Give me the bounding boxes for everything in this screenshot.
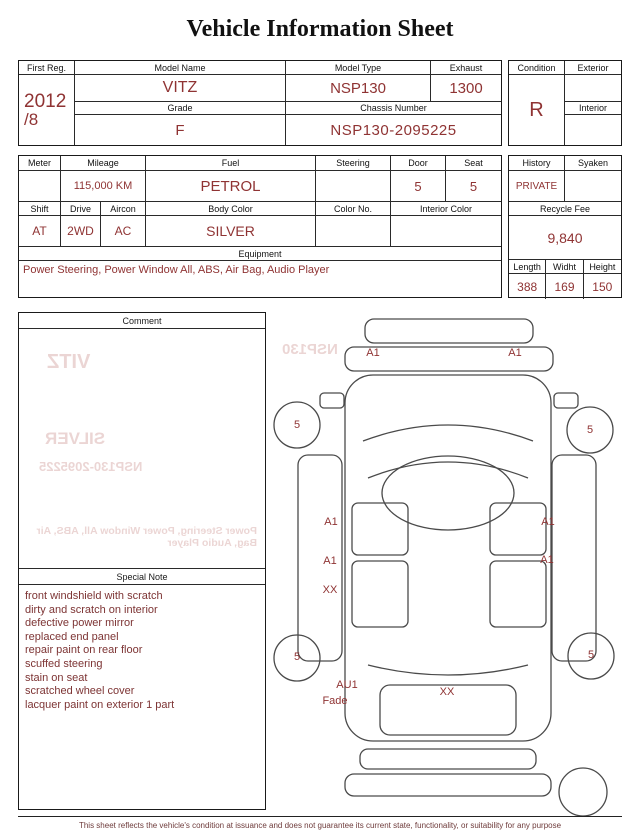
history-value: PRIVATE: [509, 171, 565, 201]
special-note-item: defective power mirror: [25, 617, 134, 630]
damage-mark: A1: [508, 347, 522, 359]
wheel-mark: 5: [586, 424, 594, 436]
width-value: 169: [546, 274, 583, 299]
height-value: 150: [592, 279, 613, 294]
special-note-label: Special Note: [19, 568, 265, 585]
chassis-number-value: NSP130-2095225: [330, 121, 457, 139]
grade-value: F: [75, 115, 286, 145]
interior-value: [565, 115, 621, 145]
damage-mark: A1: [324, 516, 338, 528]
damage-mark: A1: [540, 554, 554, 566]
first-reg-year: 2012: [24, 91, 67, 112]
special-note-item: lacquer paint on exterior 1 part: [25, 698, 175, 711]
aircon-label: Aircon: [101, 202, 146, 215]
model-name-value: VITZ: [75, 75, 286, 102]
recycle-fee-value: 9,840: [547, 229, 583, 246]
drive-label: Drive: [61, 202, 101, 215]
equipment-label: Equipment: [238, 248, 282, 259]
first-reg-value: [19, 75, 75, 145]
model-type-value: NSP130: [286, 75, 431, 102]
body-color-label: Body Color: [146, 202, 316, 215]
meter-label: Meter: [19, 156, 61, 170]
damage-mark: AU1: [336, 679, 358, 691]
exhaust-value: 1300: [431, 75, 501, 102]
model-type-label: Model Type: [286, 61, 431, 75]
fuel-value: PETROL: [146, 171, 316, 201]
height-label: Height: [589, 261, 616, 272]
car-diagram: [268, 313, 630, 818]
color-no-value: [316, 216, 391, 246]
shift-label: Shift: [19, 202, 61, 215]
syaken-value: [565, 171, 621, 201]
drive-value: 2WD: [61, 216, 101, 246]
mileage-label: Mileage: [61, 156, 146, 170]
interior-color-label: Interior Color: [419, 203, 473, 214]
exterior-label: Exterior: [565, 61, 621, 75]
spec-table: [18, 155, 502, 298]
damage-mark: XX: [322, 584, 338, 596]
shift-value: AT: [19, 216, 61, 246]
comment-area: [19, 329, 265, 568]
ghost-text: VITZ: [47, 351, 91, 373]
exhaust-label: Exhaust: [431, 61, 501, 75]
first-reg-label: First Reg.: [19, 61, 75, 75]
fuel-label: Fuel: [146, 156, 316, 170]
condition-grade-value: R: [509, 75, 565, 145]
damage-mark: A1: [366, 347, 380, 359]
meter-value: [19, 171, 61, 201]
ghost-text: SILVER: [45, 429, 106, 448]
comment-label: Comment: [19, 313, 265, 329]
page-title: Vehicle Information Sheet: [186, 16, 454, 42]
special-note-item: stain on seat: [25, 671, 88, 684]
history-fee-table: [508, 155, 622, 298]
special-note-list: [19, 585, 265, 712]
special-note-item: replaced end panel: [25, 630, 119, 643]
syaken-label: Syaken: [577, 158, 609, 168]
ghost-text: NSP130: [282, 341, 338, 358]
chassis-number-label: Chassis Number: [286, 102, 501, 115]
exterior-value: [565, 75, 621, 102]
recycle-fee-label: Recycle Fee: [539, 203, 591, 214]
disclaimer-text: This sheet reflects the vehicle's condition at issuance and does not guarantee its current state, functionality, or suitability for any purpose: [18, 816, 622, 830]
interior-label: Interior: [565, 102, 621, 115]
ghost-text: Power Steering, Power Window All, ABS, Air Bag, Audio Player: [36, 525, 257, 549]
comment-box: [18, 312, 266, 810]
body-color-value: SILVER: [146, 216, 316, 246]
damage-mark: XX: [439, 686, 455, 698]
interior-color-value: [391, 216, 501, 246]
wheel-mark: 5: [587, 649, 595, 661]
steering-value: [316, 171, 391, 201]
damage-mark: A1: [323, 555, 337, 567]
condition-table: [508, 60, 622, 146]
door-label: Door: [391, 156, 446, 170]
aircon-value: AC: [101, 216, 146, 246]
registration-table: [18, 60, 502, 146]
seat-label: Seat: [464, 158, 483, 168]
special-note-item: scratched wheel cover: [25, 685, 135, 698]
condition-label: Condition: [509, 61, 565, 75]
door-value: 5: [391, 171, 446, 201]
color-no-label: Color No.: [316, 202, 391, 215]
special-note-item: scuffed steering: [25, 657, 103, 670]
damage-mark: A1: [541, 516, 555, 528]
width-label: Widht: [546, 260, 583, 273]
length-label: Length: [509, 260, 546, 273]
damage-mark: Fade: [322, 695, 348, 707]
wheel-mark: 5: [293, 651, 301, 663]
mileage-value: 115,000 KM: [61, 171, 146, 201]
history-label: History: [509, 156, 565, 170]
steering-label: Steering: [316, 156, 391, 170]
first-reg-month: /8: [24, 110, 39, 129]
length-value: 388: [509, 274, 546, 299]
grade-label: Grade: [75, 102, 286, 115]
wheel-mark: 5: [293, 419, 301, 431]
ghost-text: NSP130-2095225: [39, 459, 143, 474]
equipment-value: Power Steering, Power Window All, ABS, Air Bag, Audio Player: [23, 264, 330, 276]
model-name-label: Model Name: [75, 61, 286, 75]
special-note-item: repair paint on rear floor: [25, 644, 143, 657]
special-note-item: front windshield with scratch: [25, 590, 163, 602]
special-note-item: dirty and scratch on interior: [25, 603, 158, 616]
seat-value: 5: [469, 178, 478, 194]
